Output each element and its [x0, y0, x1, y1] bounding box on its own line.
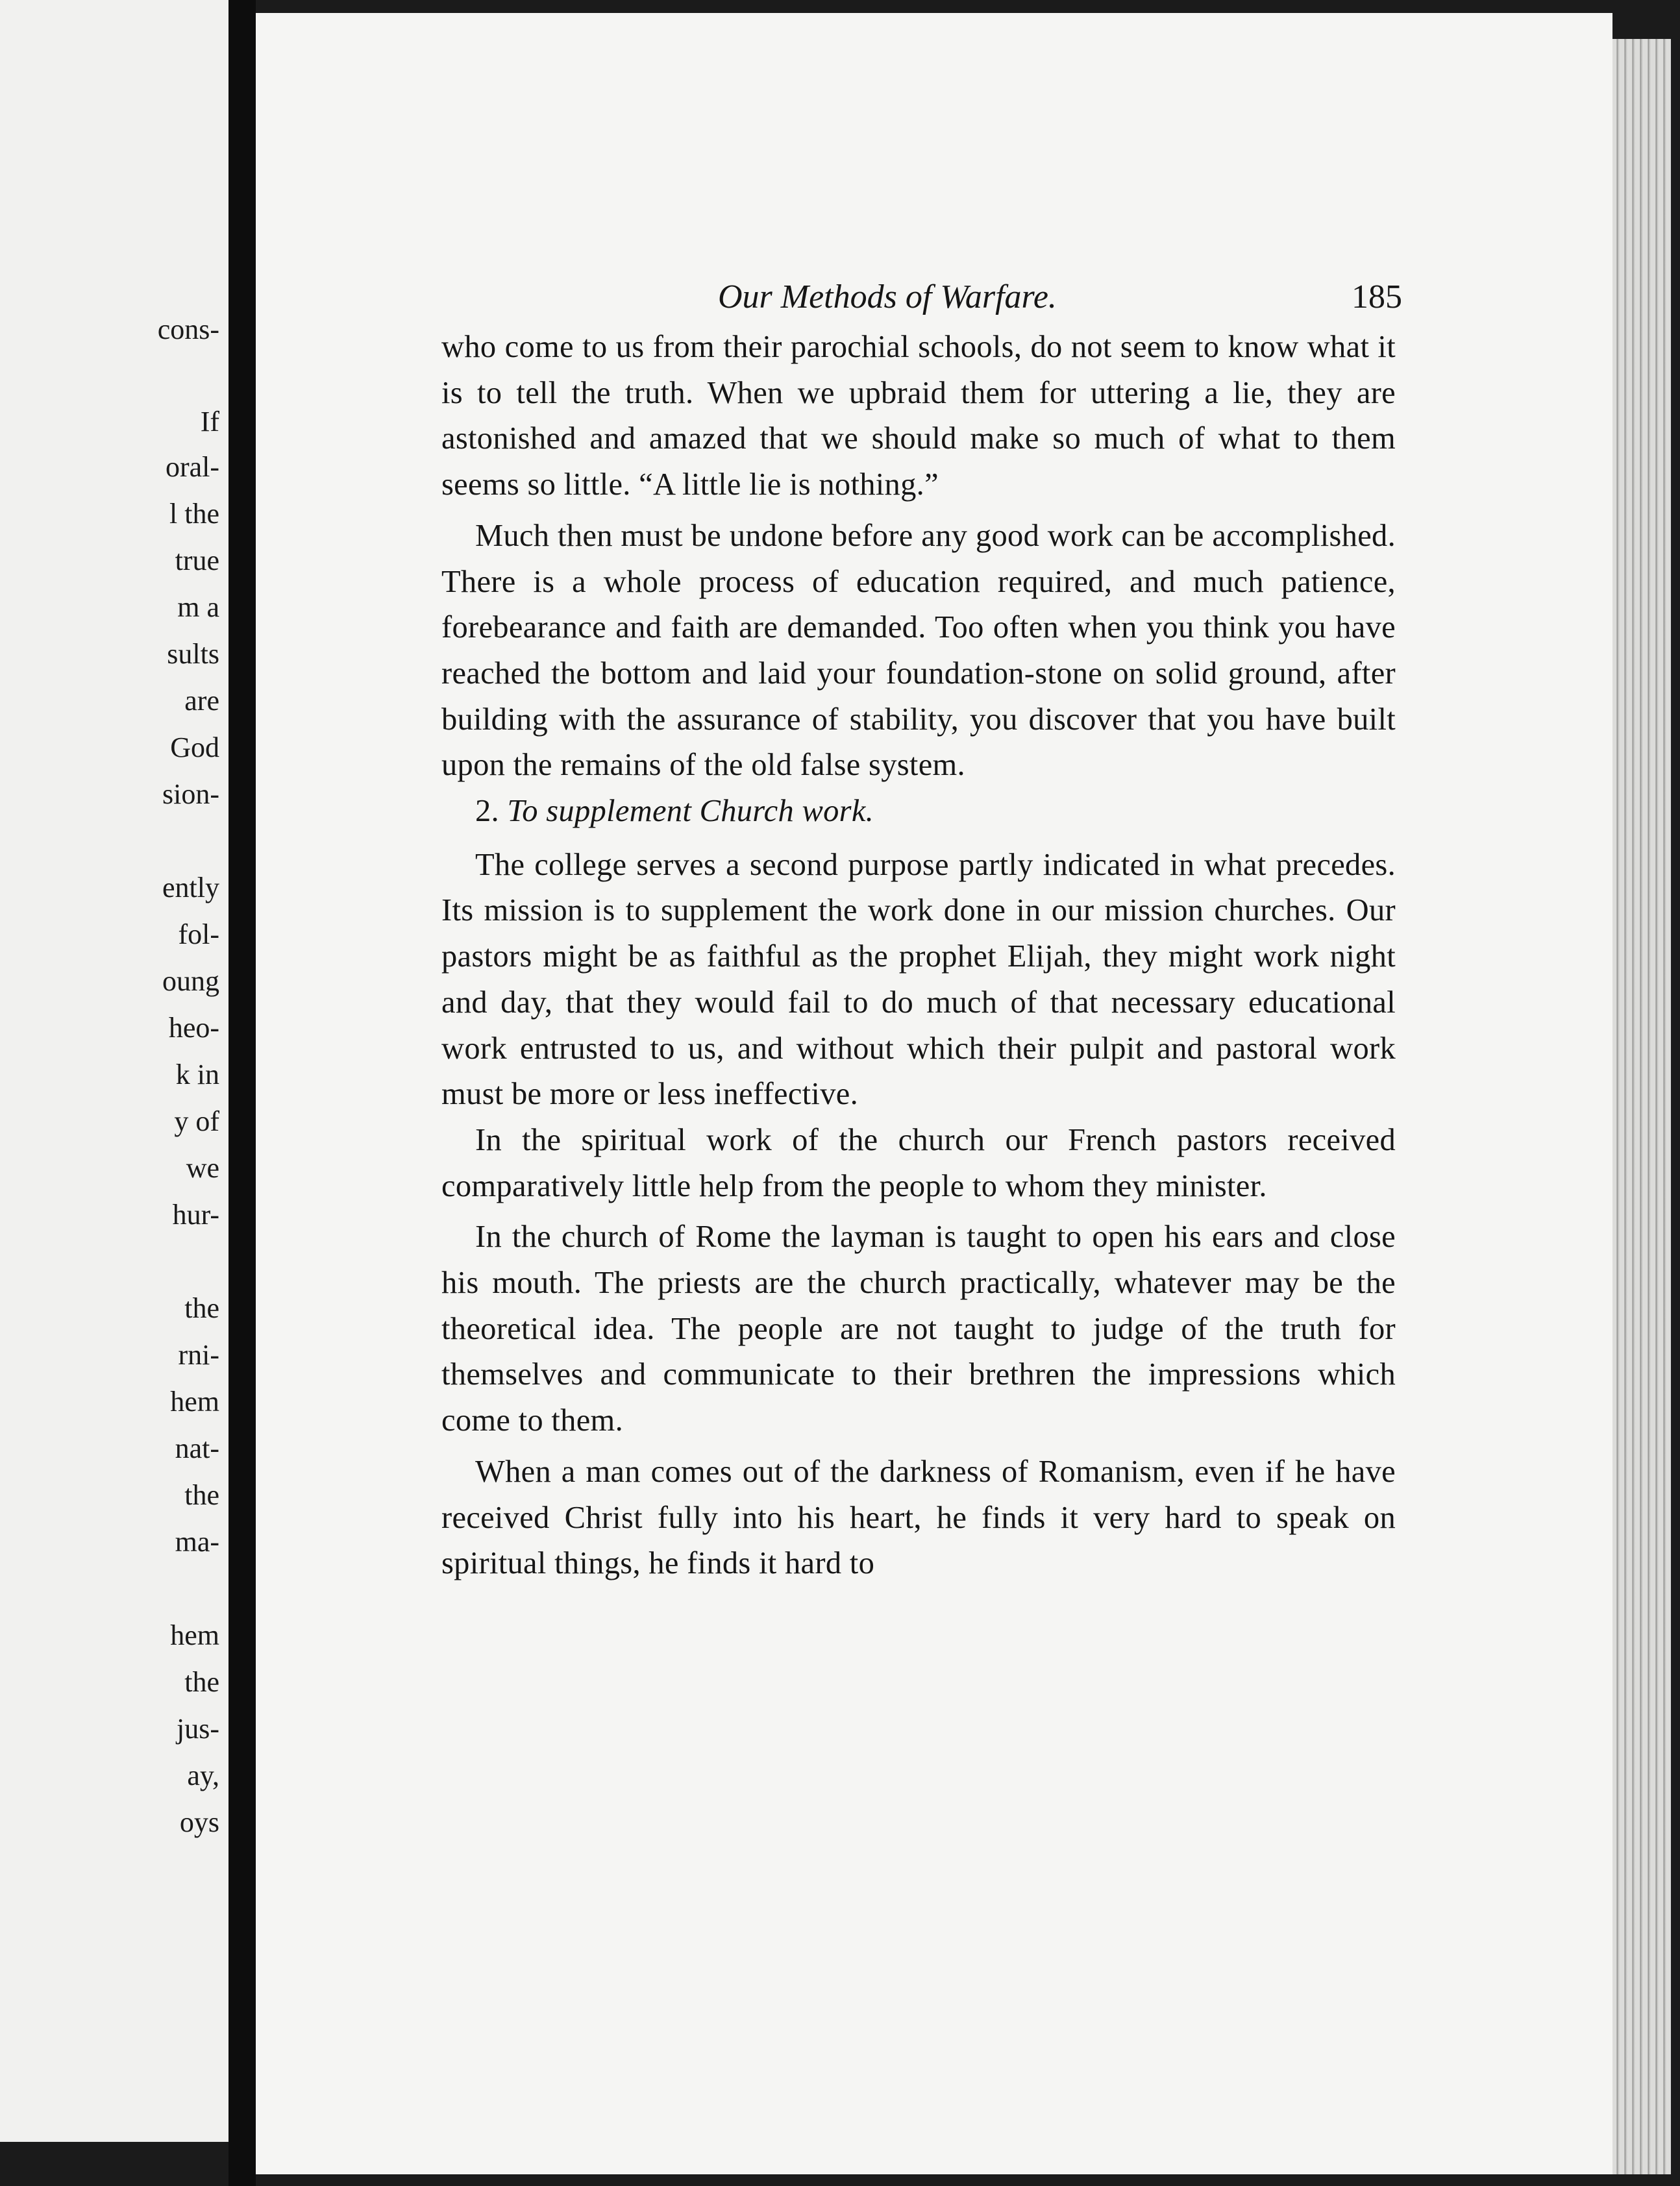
facing-page-fragment: fol-	[178, 918, 219, 950]
paragraph: The college serves a second purpose partly indicated in what precedes. Its mission is to supplement the work done in our mission churches. Our pastors might be as faithful as the prophet Elijah, they might work night and day, that they would fail to do much of that necessary educational work entrusted to us, and without which their pulpit and pastoral work must be more or less ineffective.	[441, 847, 1396, 1112]
page-number: 185	[1352, 278, 1402, 315]
facing-page-fragment: oral-	[165, 451, 219, 483]
paragraph: Much then must be undone before any good work can be accomplished. There is a whole process of education required, and much patience, forebearance and faith are demanded. Too often when you think you have reached the bottom and laid your foundation-stone on solid ground, after building with the assurance of stability, you discover that you have built upon the remains of the old false system.	[441, 518, 1396, 783]
facing-page-fragment: rni-	[178, 1339, 219, 1371]
running-title: Our Methods of Warfare.	[718, 278, 1057, 315]
facing-page-fragment: hem	[170, 1619, 219, 1651]
facing-page-fragment: true	[175, 545, 219, 576]
facing-page-fragment: cons-	[157, 313, 219, 345]
facing-page-fragment: m a	[177, 591, 219, 623]
paragraph: When a man comes out of the darkness of Romanism, even if he have received Christ fully into his heart, he finds it very hard to speak on spiritual things, he finds it hard to	[441, 1454, 1396, 1581]
facing-page-fragment: ently	[162, 872, 219, 903]
facing-page-fragment: y of	[174, 1105, 219, 1137]
body-text	[441, 325, 1396, 1587]
facing-page-fragment: If	[200, 406, 219, 437]
facing-page-fragment: are	[184, 685, 219, 717]
facing-page-fragment: nat-	[175, 1432, 219, 1464]
facing-page-fragment: oys	[179, 1806, 219, 1838]
facing-page-fragment: sion-	[162, 778, 219, 810]
facing-page-fragment: the	[184, 1666, 219, 1698]
facing-page-fragment: sults	[167, 638, 219, 670]
book-gutter	[229, 0, 256, 2186]
facing-page-fragment: k in	[175, 1059, 219, 1090]
running-header	[454, 278, 1402, 323]
paragraph: who come to us from their parochial schools, do not seem to know what it is to tell the truth. When we upbraid them for uttering a lie, they are astonished and amazed that we should make so much of what to them seems so little. “A little lie is nothing.”	[441, 330, 1396, 502]
facing-page-fragment: hur-	[172, 1199, 219, 1231]
facing-page-fragment: we	[186, 1152, 219, 1184]
facing-page-fragment: jus-	[177, 1713, 219, 1745]
facing-page-fragment: ay,	[187, 1760, 219, 1791]
facing-page-fragment: the	[184, 1479, 219, 1511]
section-heading	[441, 789, 1396, 835]
page-edges	[1612, 39, 1671, 2174]
facing-page-fragment: l the	[169, 498, 219, 530]
section-title: To supplement Church work.	[507, 794, 874, 829]
paragraph: In the spiritual work of the church our French pastors received comparatively little help from the people to whom they minister.	[441, 1122, 1396, 1203]
section-number: 2.	[475, 794, 499, 829]
facing-page-fragment: the	[184, 1292, 219, 1324]
paragraph: In the church of Rome the layman is taught to open his ears and close his mouth. The priests are the church practically, whatever may be the theoretical idea. The people are not taught to judge of the truth for themselves and communicate to their brethren the impressions which come to them.	[441, 1220, 1396, 1438]
facing-page-fragment: oung	[162, 965, 219, 997]
facing-page-fragment: hem	[170, 1386, 219, 1418]
facing-page-fragment: God	[170, 731, 219, 763]
facing-page-fragment: heo-	[168, 1012, 219, 1044]
facing-page-fragment: ma-	[175, 1526, 219, 1558]
facing-page-left	[0, 0, 229, 2142]
